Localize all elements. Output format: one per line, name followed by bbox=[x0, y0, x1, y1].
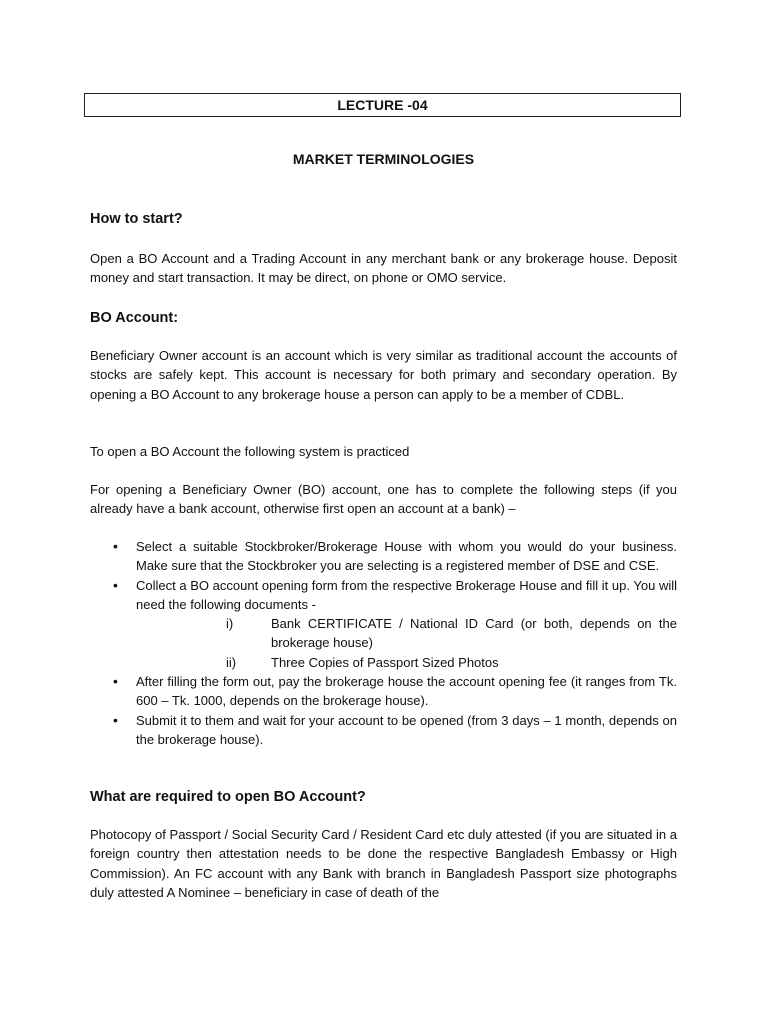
documents-list bbox=[136, 614, 677, 672]
document-number: ii) bbox=[226, 654, 237, 670]
list-item bbox=[90, 537, 677, 576]
list-item bbox=[90, 576, 677, 672]
paragraph-how-to-start: Open a BO Account and a Trading Account in any merchant bank or any brokerage house. Deposit money and start transaction. It may be direct, on phone or OMO service. bbox=[90, 251, 677, 286]
lecture-number: LECTURE -04 bbox=[84, 93, 681, 117]
heading-requirements: What are required to open BO Account? bbox=[90, 789, 366, 805]
paragraph-steps-intro: For opening a Beneficiary Owner (BO) account, one has to complete the following steps (if you already have a bank account, otherwise first open an account at a bank) – bbox=[90, 482, 677, 517]
document-text: Three Copies of Passport Sized Photos bbox=[271, 654, 499, 670]
paragraph-bo-account: Beneficiary Owner account is an account which is very similar as traditional account the accounts of stocks are safely kept. This account is necessary for both primary and secondary operation. By opening a BO Account to any brokerage house a person can apply to be a member of CDBL. bbox=[90, 348, 677, 402]
heading-bo-account: BO Account: bbox=[90, 310, 179, 326]
list-item bbox=[136, 653, 677, 672]
step-text: Submit it to them and wait for your account to be opened (from 3 days – 1 month, depends on the brokerage house). bbox=[136, 712, 677, 747]
document-title: MARKET TERMINOLOGIES bbox=[292, 151, 475, 167]
step-text: Collect a BO account opening form from the respective Brokerage House and fill it up. You will need the following documents - bbox=[136, 577, 677, 612]
document-text: Bank CERTIFICATE / National ID Card (or both, depends on the brokerage house) bbox=[271, 616, 677, 651]
step-text: After filling the form out, pay the brokerage house the account opening fee (it ranges from Tk. 600 – Tk. 1000, depends on the brokerage house). bbox=[136, 674, 677, 709]
list-item bbox=[90, 711, 677, 750]
document-number: i) bbox=[226, 616, 234, 632]
paragraph-system-note: To open a BO Account the following system is practiced bbox=[90, 444, 410, 459]
paragraph-requirements: Photocopy of Passport / Social Security Card / Resident Card etc duly attested (if you are situated in a foreign country then attestation needs to be done the respective Bangladesh Embassy or High Commission). An FC account with any Bank with branch in Bangladesh Passport size photographs duly attested A Nominee – beneficiary in case of death of the bbox=[90, 827, 677, 900]
step-text: Select a suitable Stockbroker/Brokerage House with whom you would do your business. Make sure that the Stockbroker you are selecting is a registered member of DSE and CSE. bbox=[136, 539, 677, 574]
list-item bbox=[136, 614, 677, 653]
list-item bbox=[90, 672, 677, 711]
steps-list bbox=[90, 537, 677, 749]
heading-how-to-start: How to start? bbox=[90, 211, 183, 227]
